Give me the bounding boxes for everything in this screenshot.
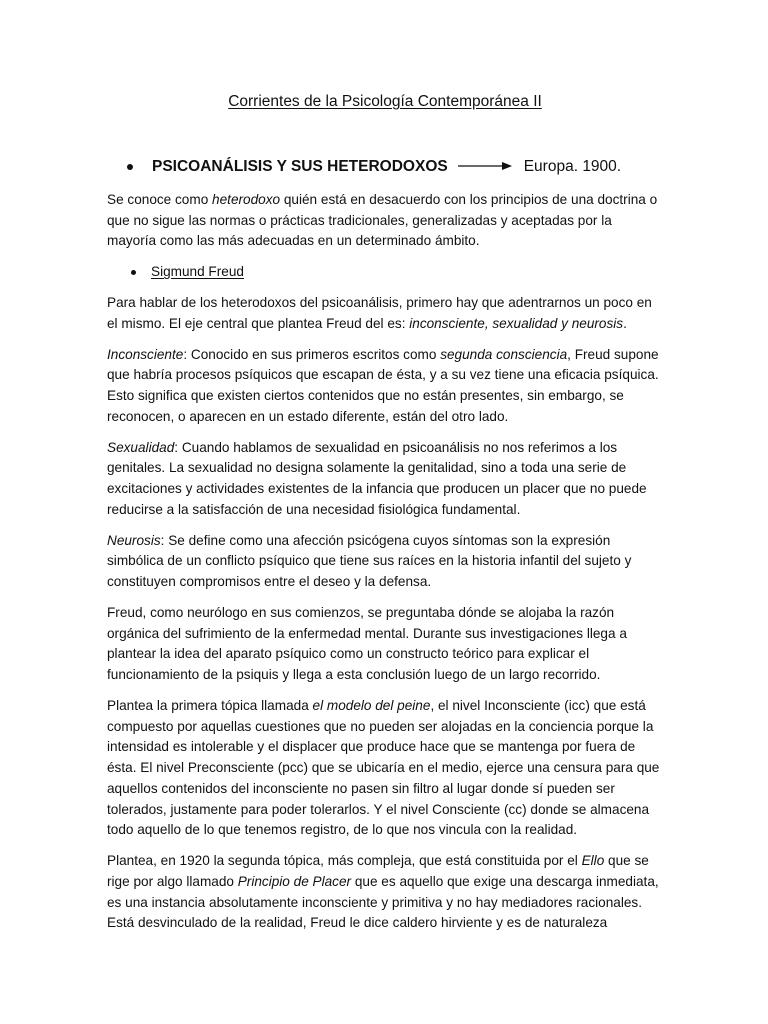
document-title: Corrientes de la Psicología Contemporánea II: [228, 93, 542, 110]
document-body: [107, 190, 663, 944]
subheading-text: Sigmund Freud: [151, 264, 244, 280]
subheading-freud: [131, 262, 663, 283]
bullet-icon: [127, 164, 133, 170]
arrow-right-icon: [458, 158, 512, 176]
paragraph-sexualidad: Sexualidad: Cuando hablamos de sexualidad en psicoanálisis no nos referimos a los genitales. La sexualidad no designa solamente la genitalidad, sino a toda una serie de excitaciones y actividades existentes de la infancia que producen un placer que no puede reducirse a la satisfacción de una necesidad fisiológica fundamental.: [107, 439, 647, 517]
section-heading: [127, 158, 621, 176]
section-heading-place: Europa. 1900.: [523, 158, 622, 175]
paragraph-neurosis: Neurosis: Se define como una afección psicógena cuyos síntomas son la expresión simbólica de un conflicto psíquico que tiene sus raíces en la historia infantil del sujeto y constituyen compromisos entre el deseo y la defensa.: [107, 532, 632, 590]
paragraph-freud-neurologo: Freud, como neurólogo en sus comienzos, se preguntaba dónde se alojaba la razón orgánica del sufrimiento de la enfermedad mental. Durante sus investigaciones llega a plantear la idea del aparato psíquico como un constructo teórico para explicar el funcionamiento de la psiquis y llega a esta conclusión luego de un largo recorrido.: [107, 605, 627, 683]
paragraph-inconsciente: Inconsciente: Conocido en sus primeros escritos como segunda consciencia, Freud supone que habría procesos psíquicos que escapan de ésta, y a su vez tiene una eficacia psíquica. Esto significa que existen ciertos contenidos que no están presentes, sin embargo, se reconocen, o aparecen en un estado diferente, están del otro lado.: [107, 346, 659, 424]
intro-paragraph: Se conoce como heterodoxo quién está en desacuerdo con los principios de una doctrina o que no sigue las normas o prácticas tradicionales, generalizadas y aceptadas por la mayoría como las más adecuadas en un determinado ámbito.: [107, 192, 658, 249]
section-heading-text: PSICOANÁLISIS Y SUS HETERODOXOS: [152, 158, 448, 175]
paragraph-primera-topica: Plantea la primera tópica llamada el modelo del peine, el nivel Inconsciente (icc) que está compuesto por aquellas cuestiones que no pueden ser alojadas en la conciencia porque la intensidad es intolerable y el displacer que produce hace que se mantenga por fuera de ésta. El nivel Preconsciente (pcc) que se ubicaría en el medio, ejerce una censura para que aquellos contenidos del inconsciente no pasen sin filtro al lugar donde sí pueden ser tolerados, justamente para poder tolerarlos. Y el nivel Consciente (cc) donde se almacena todo aquello de lo que tenemos registro, de lo que nos vincula con la realidad.: [107, 698, 660, 838]
bullet-icon: [131, 270, 136, 275]
paragraph-segunda-topica: Plantea, en 1920 la segunda tópica, más compleja, que está constituida por el Ello que se rige por algo llamado Principio de Placer que es aquello que exige una descarga inmediata, es una instancia absolutamente inconsciente y primitiva y no hay mediadores racionales. Está desvinculado de la realidad, Freud le dice caldero hirviente y es de naturaleza: [107, 853, 659, 931]
paragraph-eje-central: Para hablar de los heterodoxos del psicoanálisis, primero hay que adentrarnos un poco en el mismo. El eje central que plantea Freud del es: inconsciente, sexualidad y neurosis.: [107, 295, 652, 331]
